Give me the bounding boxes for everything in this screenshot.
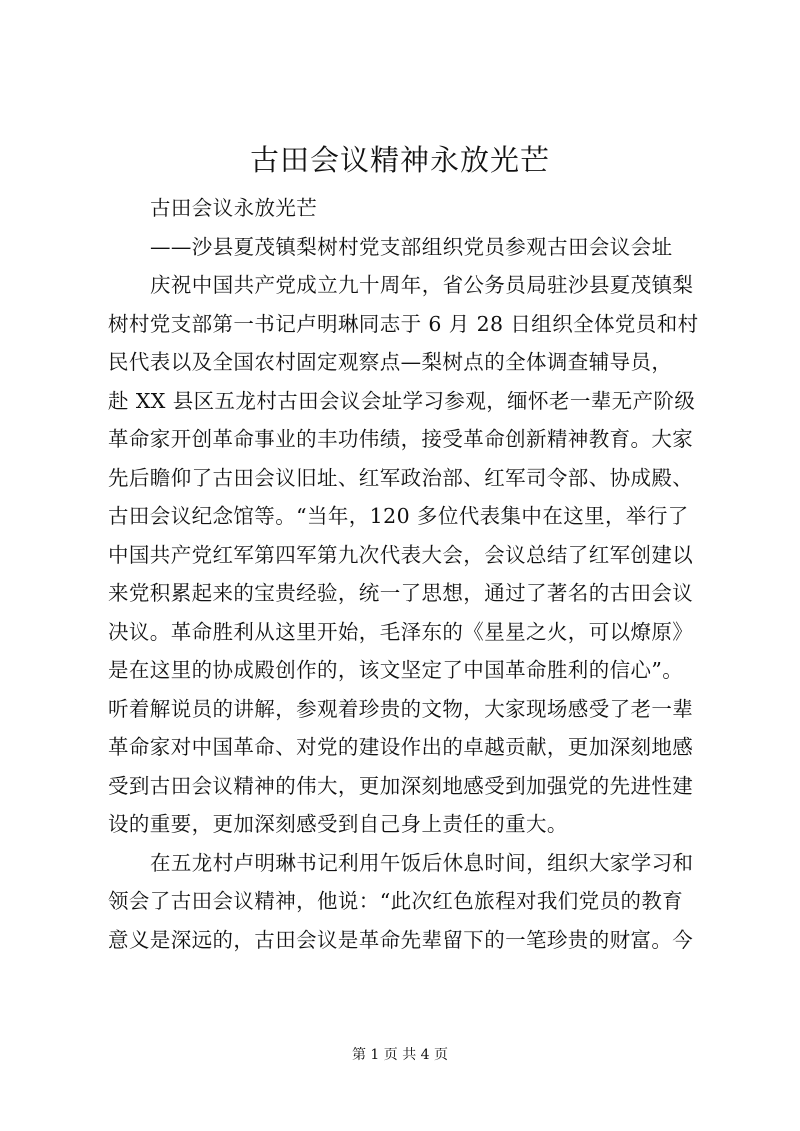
paragraph-line: 民代表以及全国农村固定观察点—梨树点的全体调查辅导员， [108, 350, 673, 374]
paragraph-line: 领会了古田会议精神，他说：“此次红色旅程对我们党员的教育 [108, 889, 684, 913]
paragraph-line: 意义是深远的，古田会议是革命先辈留下的一笔珍贵的财富。今 [108, 928, 694, 952]
paragraph-line: 决议。革命胜利从这里开始，毛泽东的《星星之火，可以燎原》 [108, 620, 694, 644]
document-subtitle: 古田会议永放光芒 [150, 196, 318, 220]
paragraph-line: 先后瞻仰了古田会议旧址、红军政治部、红军司令部、协成殿、 [108, 466, 694, 490]
paragraph-line: 革命家对中国革命、对党的建设作出的卓越贡献，更加深刻地感 [108, 735, 694, 759]
paragraph-line: 听着解说员的讲解，参观着珍贵的文物，大家现场感受了老一辈 [108, 697, 694, 721]
paragraph-line: 在五龙村卢明琳书记利用午饭后休息时间，组织大家学习和 [150, 851, 694, 875]
paragraph-line: 设的重要，更加深刻感受到自己身上责任的重大。 [108, 812, 568, 836]
paragraph-line: 树村党支部第一书记卢明琳同志于 6 月 28 日组织全体党员和村 [108, 312, 699, 336]
paragraph-line: 来党积累起来的宝贵经验，统一了思想，通过了著名的古田会议 [108, 581, 694, 605]
paragraph-line: 中国共产党红军第四军第九次代表大会，会议总结了红军创建以 [108, 543, 694, 567]
paragraph-line: 革命家开创革命事业的丰功伟绩，接受革命创新精神教育。大家 [108, 427, 694, 451]
document-byline: ——沙县夏茂镇梨树村党支部组织党员参观古田会议会址 [150, 235, 673, 259]
document-title: 古田会议精神永放光芒 [249, 143, 550, 177]
paragraph-line: 赴 XX 县区五龙村古田会议会址学习参观，缅怀老一辈无产阶级 [108, 389, 696, 413]
page-footer: 第 1 页 共 4 页 [351, 1047, 449, 1063]
paragraph-line: 是在这里的协成殿创作的，该文坚定了中国革命胜利的信心”。 [108, 658, 684, 682]
paragraph-line: 庆祝中国共产党成立九十周年，省公务员局驻沙县夏茂镇梨 [150, 273, 694, 297]
paragraph-line: 受到古田会议精神的伟大，更加深刻地感受到加强党的先进性建 [108, 774, 694, 798]
paragraph-line: 古田会议纪念馆等。“当年，120 多位代表集中在这里，举行了 [108, 504, 689, 528]
